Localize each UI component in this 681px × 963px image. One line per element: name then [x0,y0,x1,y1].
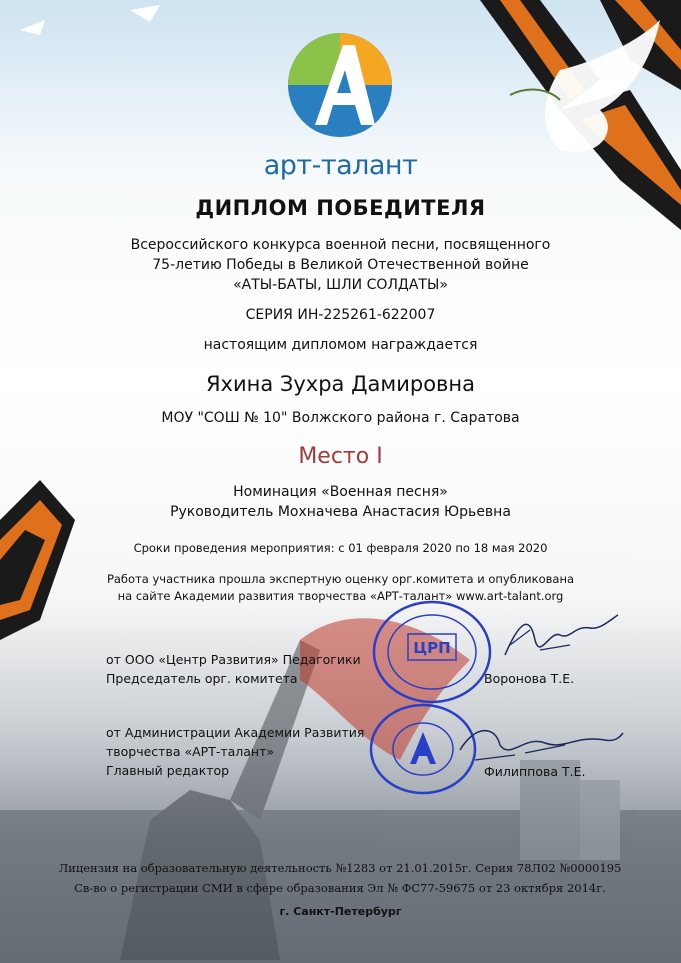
signer2-role: Главный редактор [106,763,230,778]
license-line-1: Лицензия на образовательную деятельность №1283 от 21.01.2015г. Серия 78Л02 №0000195 [58,861,622,875]
series-number: СЕРИЯ ИН-225261-622007 [245,307,436,323]
stamp-crp [370,600,495,705]
contest-line-1: Всероссийского конкурса военной песни, посвященного [130,237,551,253]
signer2-block [106,723,364,780]
brand-name: арт-талант [263,150,418,181]
contest-line-3: «АТЫ-БАТЫ, ШЛИ СОЛДАТЫ» [233,277,448,293]
signer1-block [106,650,361,688]
place: Место I [298,444,383,469]
license-line-2: Св-во о регистрации СМИ в сфере образования Эл № ФС77-59675 от 23 октября 2014г. [74,881,606,895]
recipient-school: МОУ "СОШ № 10" Волжского района г. Саратова [161,410,520,426]
dove-small-icon [20,20,45,35]
city: г. Санкт-Петербург [279,905,402,918]
supervisor: Руководитель Мохначева Анастасия Юрьевна [170,504,511,520]
signature-1 [500,610,620,670]
recipient-name: Яхина Зухра Дамировна [205,372,476,396]
signer2-org: от Администрации Академии Развития [106,725,365,740]
contest-line-2: 75-летию Победы в Великой Отечественной войне [152,257,529,273]
dove-small-icon [130,5,160,22]
signer2-org-2: творчества «АРТ-талант» [106,744,275,759]
signer1-name: Воронова Т.Е. [484,671,575,686]
signer2-name: Филиппова Т.Е. [484,764,586,779]
stamp-text: ЦРП [413,639,451,657]
signer1-role: Председатель орг. комитета [106,671,298,686]
art-talant-logo [285,25,395,145]
signer1-org: от ООО «Центр Развития» Педагогики [106,652,361,667]
review-line-1: Работа участника прошла экспертную оценку орг.комитета и опубликована [106,572,575,586]
review-line-2: на сайте Академии развития творчества «АРТ-талант» www.art-talant.org [117,589,564,603]
event-dates: Сроки проведения мероприятия: с 01 февраля 2020 по 18 мая 2020 [133,541,548,555]
awarded-text: настоящим дипломом награждается [203,337,478,353]
nomination: Номинация «Военная песня» [233,484,448,500]
diploma-title: ДИПЛОМ ПОБЕДИТЕЛЯ [195,196,486,220]
